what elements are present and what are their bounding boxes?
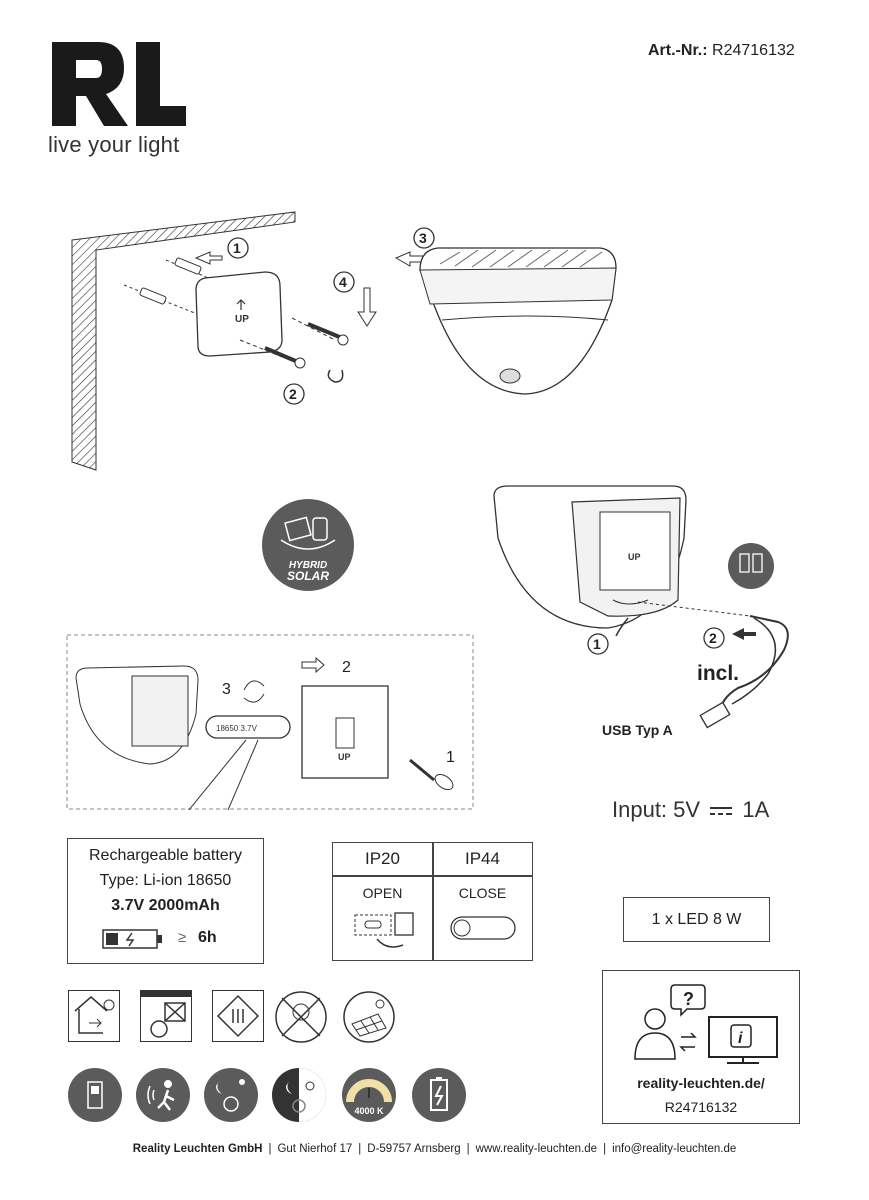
hybrid-label: HYBRID [288, 560, 328, 571]
battery-print: 18650 3.7V [216, 724, 257, 733]
battery-up-label: UP [338, 752, 351, 762]
input-current: 1A [742, 797, 770, 822]
outdoor-icon [68, 990, 120, 1042]
article-label: Art.-Nr.: [648, 42, 708, 59]
solar-panel-icon [342, 990, 396, 1044]
cover-closed-icon [449, 913, 519, 943]
mount-step-1: 1 [233, 240, 241, 256]
battery-step-1: 1 [446, 749, 455, 766]
usb-type-label: USB Typ A [602, 722, 673, 738]
ip-rating-table [332, 842, 533, 961]
dc-symbol-icon [708, 804, 734, 818]
svg-text:i: i [738, 1030, 743, 1047]
mount-step-4: 4 [339, 274, 347, 290]
support-illustration [617, 981, 787, 1065]
battery-icon [412, 1068, 466, 1122]
info-code: R24716132 [664, 1099, 738, 1115]
cover-open-icon [351, 909, 417, 953]
class-3-icon [212, 990, 264, 1042]
footer-web: www.reality-leuchten.de [475, 1143, 598, 1155]
footer-email: info@reality-leuchten.de [612, 1143, 737, 1155]
svg-text:UP: UP [235, 314, 249, 325]
footer-address: Gut Nierhof 17 [277, 1143, 353, 1155]
battery-diagram [66, 634, 474, 810]
dusk-dawn-icon [272, 1068, 326, 1122]
hybrid-solar-badge [261, 498, 355, 592]
article-number [648, 42, 795, 60]
led-spec-box: 1 x LED 8 W [623, 897, 770, 942]
mount-step-3: 3 [419, 230, 427, 246]
no-wall-mount-icon [140, 990, 192, 1042]
info-url: reality-leuchten.de/ [637, 1075, 765, 1091]
night-motion-icon [204, 1068, 258, 1122]
input-spec [612, 797, 769, 823]
battery-spec: 3.7V 2000mAh [111, 897, 220, 914]
footer-city: D-59757 Arnsberg [367, 1143, 461, 1155]
cct-label: 4000 K [354, 1106, 384, 1116]
battery-info-box [67, 838, 264, 964]
brand-tagline: live your light [48, 132, 180, 157]
charge-step-1: 1 [593, 636, 601, 652]
motion-sensor-icon [136, 1068, 190, 1122]
ip20-label: OPEN [362, 885, 403, 901]
svg-text:UP: UP [628, 552, 641, 562]
rl-logo [48, 38, 188, 130]
ip44-head: IP44 [465, 849, 500, 868]
incl-label: incl. [697, 662, 740, 685]
battery-charge-icon [102, 927, 168, 951]
charge-time: 6h [198, 929, 217, 946]
mount-step-2: 2 [289, 386, 297, 402]
info-box [602, 970, 800, 1124]
input-voltage: Input: 5V [612, 797, 701, 822]
footer-company: Reality Leuchten GmbH [132, 1143, 263, 1155]
ip20-head: IP20 [365, 849, 400, 868]
solar-label: SOLAR [287, 569, 329, 583]
ip44-label: CLOSE [458, 885, 507, 901]
svg-text:?: ? [683, 989, 694, 1009]
battery-step-3: 3 [222, 681, 231, 698]
charging-diagram [488, 478, 808, 748]
battery-type: Type: Li-ion 18650 [99, 872, 232, 889]
mounting-diagram [60, 200, 680, 480]
battery-step-2: 2 [342, 659, 351, 676]
charge-step-2: 2 [709, 630, 717, 646]
footer: Reality Leuchten GmbH | Gut Nierhof 17 | D-59757 Arnsberg | www.reality-leuchten.de | info@reality-leuchten.de [132, 1143, 737, 1155]
led-not-replaceable-icon [274, 990, 328, 1044]
switch-icon [68, 1068, 122, 1122]
article-value: R24716132 [712, 42, 795, 59]
color-temperature-icon [342, 1068, 396, 1122]
battery-title: Rechargeable battery [89, 847, 242, 864]
charge-time-row [102, 927, 262, 953]
charge-prefix: ≥ [178, 929, 187, 946]
